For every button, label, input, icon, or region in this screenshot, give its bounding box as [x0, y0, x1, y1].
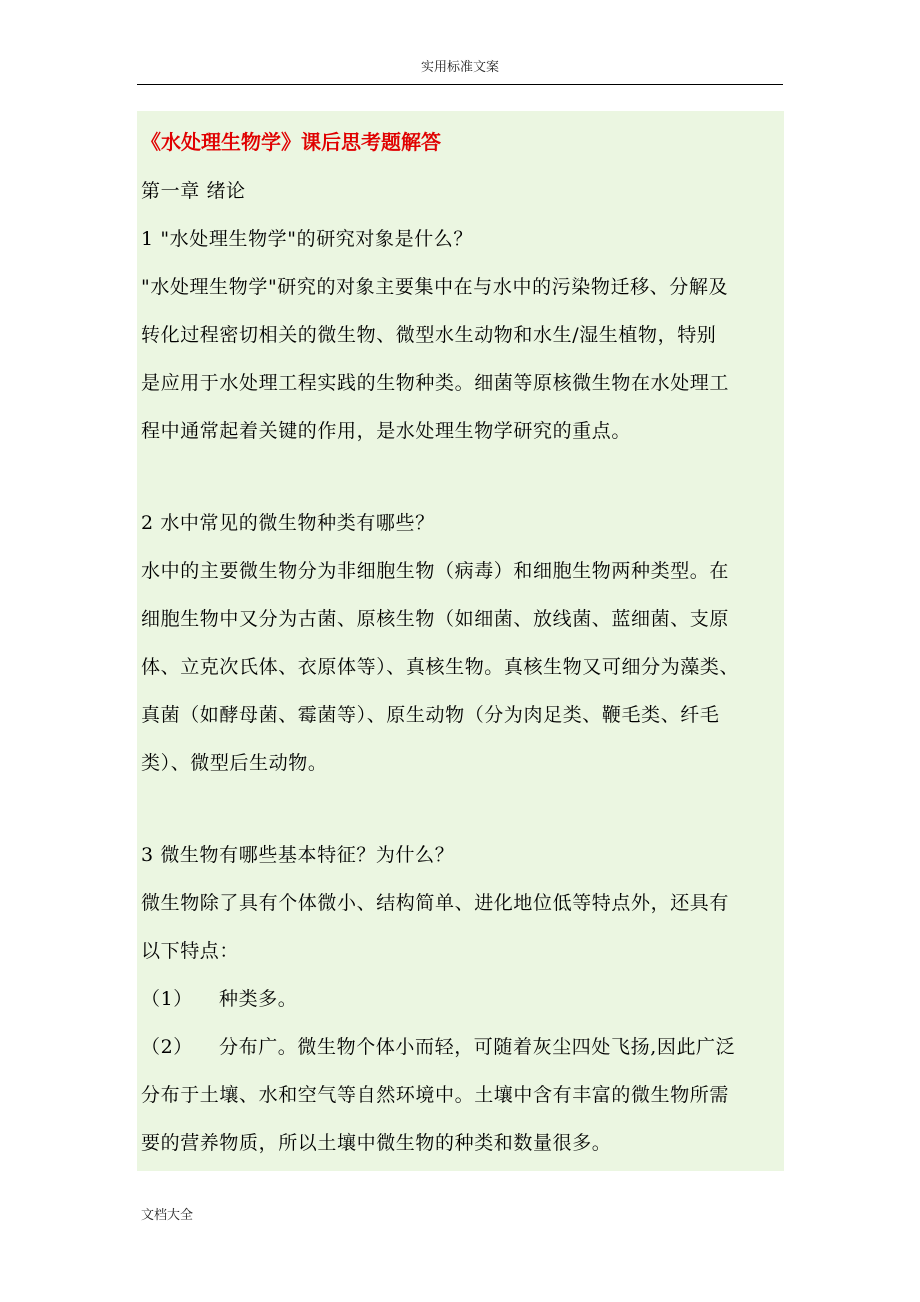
- answer-3-line: 分布于土壤、水和空气等自然环境中。土壤中含有丰富的微生物所需: [141, 1084, 730, 1106]
- answer-1-line: 程中通常起着关键的作用，是水处理生物学研究的重点。: [141, 420, 632, 442]
- answer-2-line: 类）、微型后生动物。: [141, 752, 328, 774]
- answer-1-line: 是应用于水处理工程实践的生物种类。细菌等原核微生物在水处理工: [141, 372, 730, 394]
- list-item-text: 分布广。微生物个体小而轻，可随着灰尘四处飞扬,因此广泛: [219, 1036, 736, 1058]
- header-divider: [137, 84, 783, 85]
- answer-2-line: 水中的主要微生物分为非细胞生物（病毒）和细胞生物两种类型。在: [141, 560, 730, 582]
- answer-3-line: 要的营养物质，所以土壤中微生物的种类和数量很多。: [141, 1132, 612, 1154]
- list-item-number: （2）: [141, 1036, 193, 1058]
- paragraph-spacer: [141, 455, 784, 499]
- list-item-text: 种类多。: [219, 988, 298, 1010]
- answer-2-line: 体、立克次氏体、衣原体等）、真核生物。真核生物又可细分为藻类、: [141, 656, 740, 678]
- answer-1-line: 转化过程密切相关的微生物、微型水生动物和水生/湿生植物，特别: [141, 324, 717, 346]
- page-footer: 文档大全: [141, 1208, 194, 1223]
- question-1: 1 "水处理生物学"的研究对象是什么？: [141, 228, 474, 250]
- chapter-heading: 第一章 绪论: [141, 180, 246, 202]
- answer-1-line: "水处理生物学"研究的对象主要集中在与水中的污染物迁移、分解及: [141, 276, 729, 298]
- document-title: 《水处理生物学》课后思考题解答: [141, 130, 441, 154]
- list-item: [141, 975, 784, 1023]
- answer-2-line: 真菌（如酵母菌、霉菌等）、原生动物（分为肉足类、鞭毛类、纤毛: [141, 704, 720, 726]
- question-2: 2 水中常见的微生物种类有哪些？: [141, 512, 435, 534]
- answer-3-line: 以下特点：: [141, 940, 240, 962]
- list-item-number: （1）: [141, 988, 193, 1010]
- question-3: 3 微生物有哪些基本特征？为什么？: [141, 844, 455, 866]
- content-panel: [137, 111, 784, 1171]
- answer-3-line: 微生物除了具有个体微小、结构简单、进化地位低等特点外，还具有: [141, 892, 730, 914]
- page-header: 实用标准文案: [420, 60, 499, 75]
- list-item: [141, 1023, 784, 1071]
- answer-2-line: 细胞生物中又分为古菌、原核生物（如细菌、放线菌、蓝细菌、支原: [141, 608, 730, 630]
- paragraph-spacer: [141, 787, 784, 831]
- document-body: [137, 111, 784, 1167]
